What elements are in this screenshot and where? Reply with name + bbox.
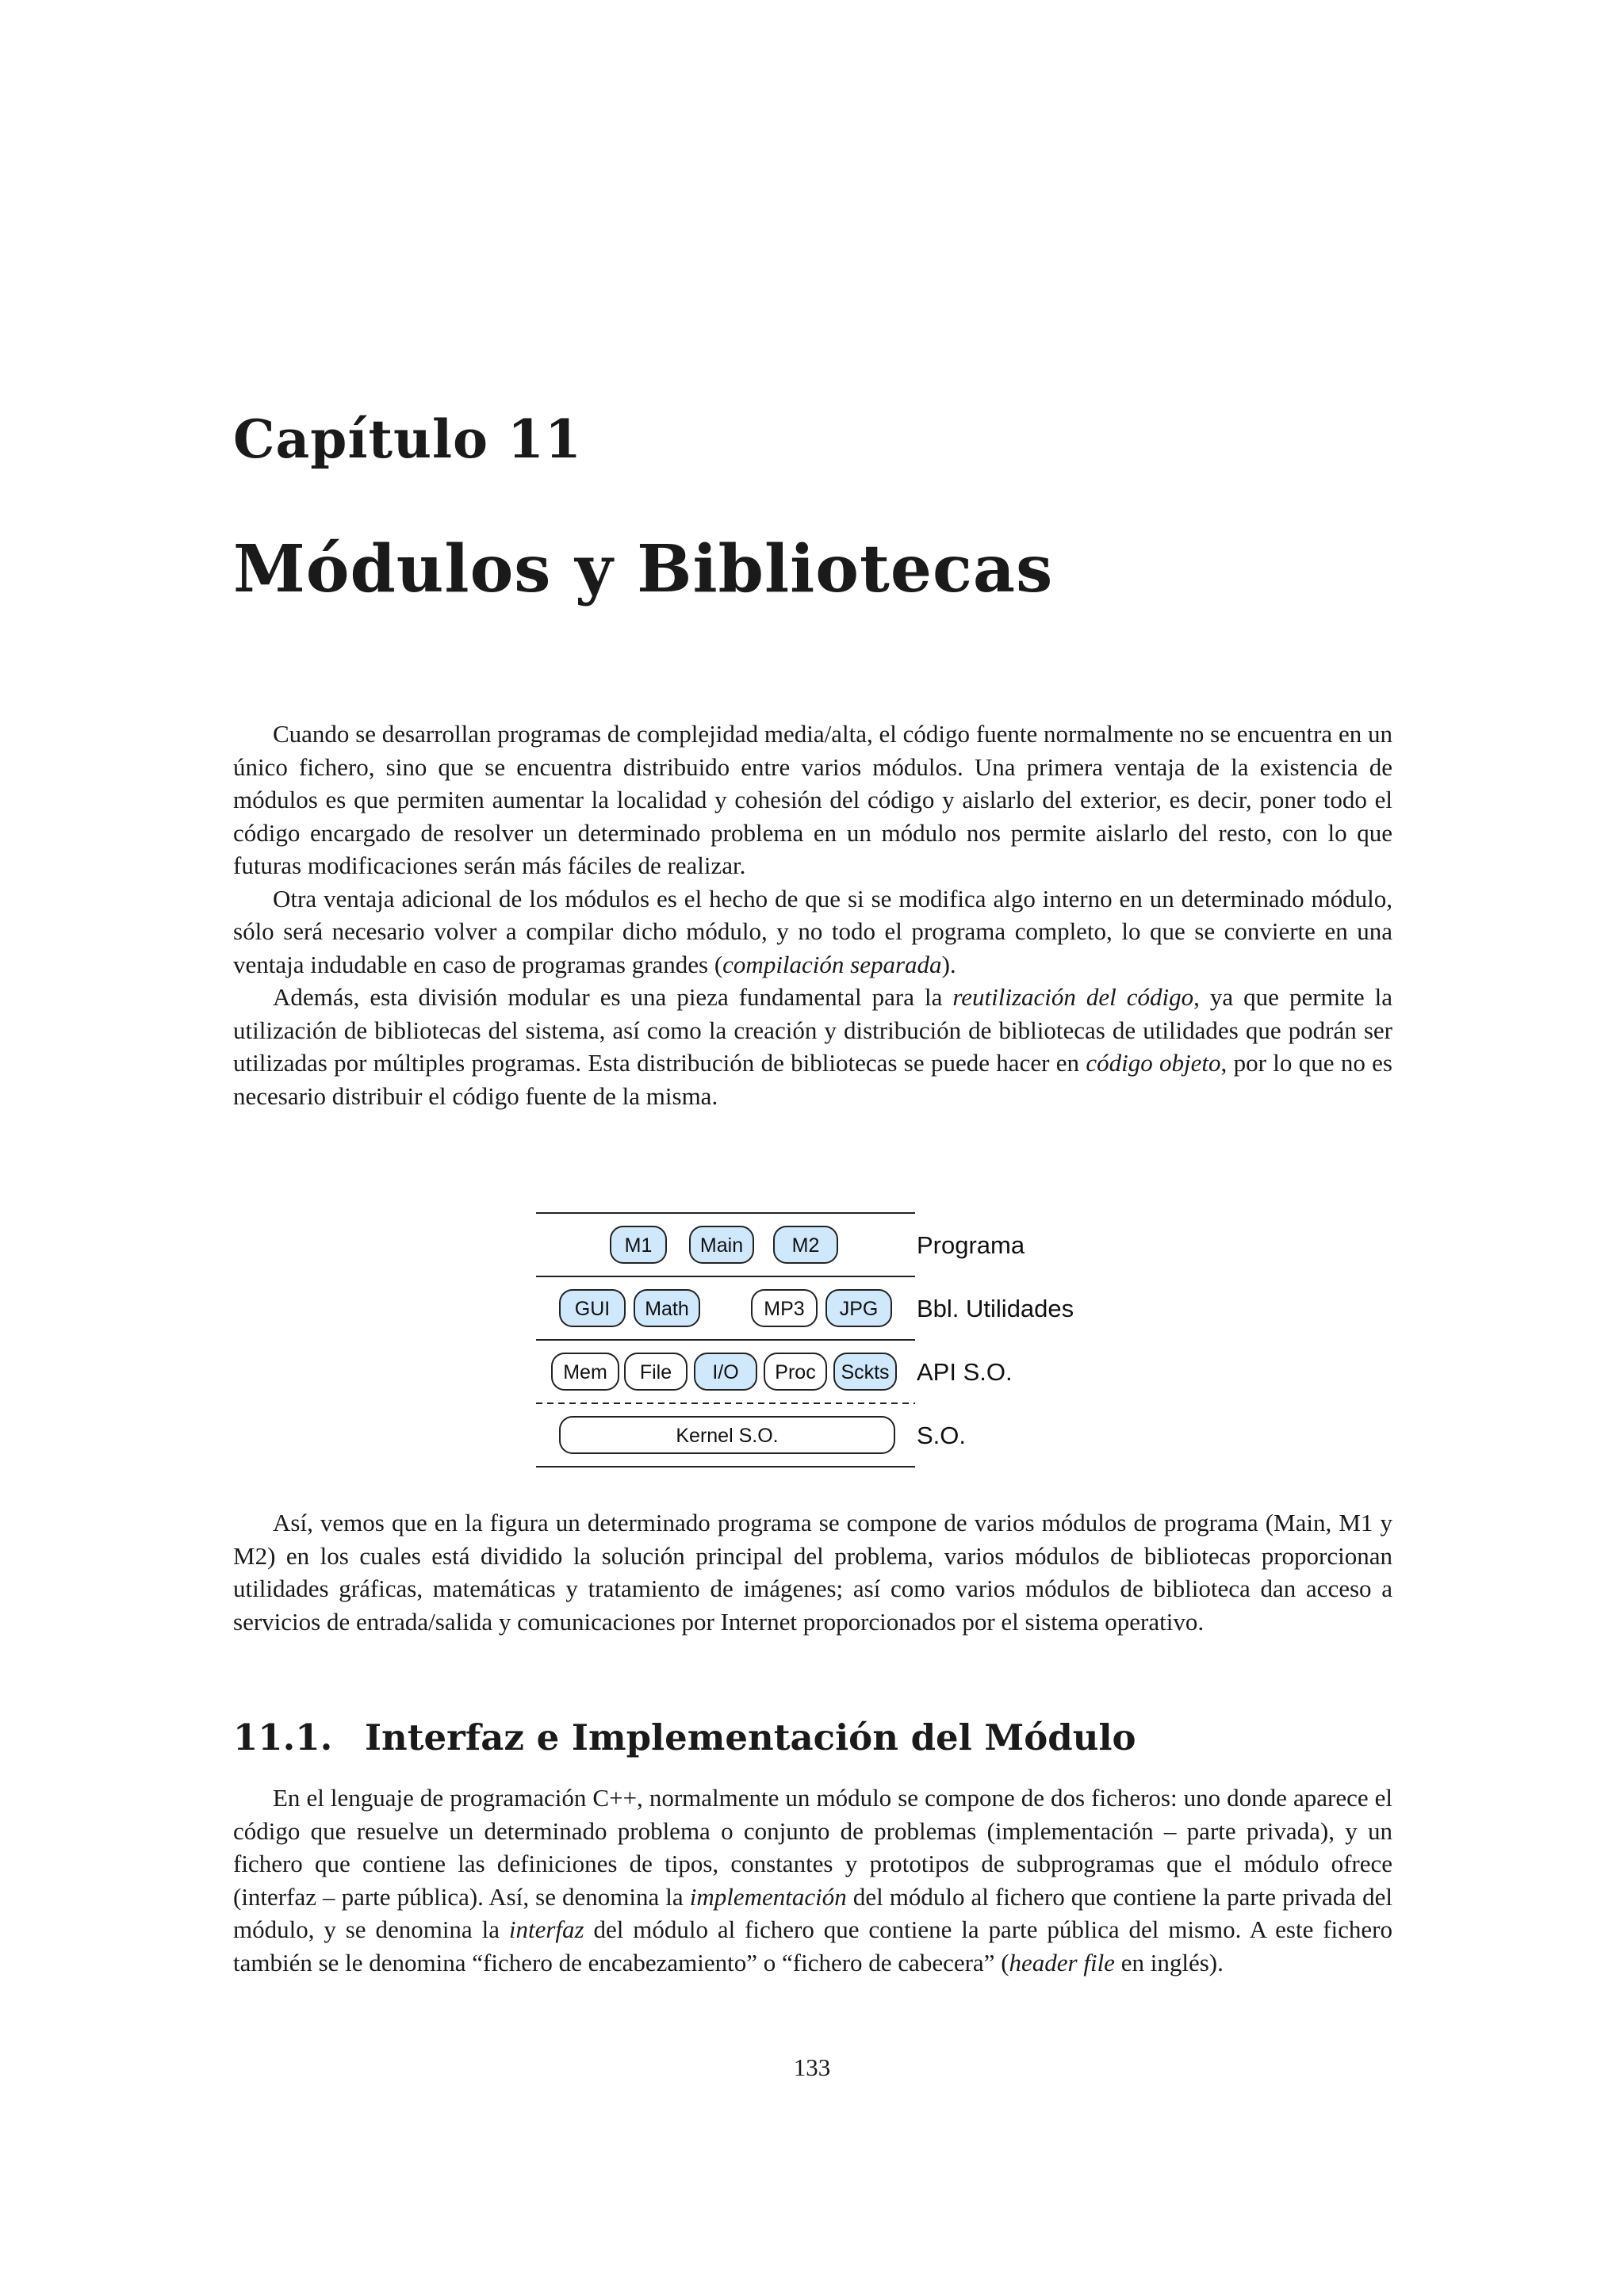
paragraph (233, 1506, 1392, 1638)
module-label: Proc (775, 1361, 816, 1383)
module-label: MP3 (764, 1298, 805, 1320)
module-label: File (639, 1361, 672, 1383)
module-layers-figure (531, 1205, 1102, 1475)
module-label: Kernel S.O. (676, 1425, 779, 1447)
module-label: GUI (574, 1298, 611, 1320)
figure-explanation-text (233, 1506, 1392, 1638)
emphasis-text: compilación separada (722, 950, 942, 978)
text-run: , ya que permite la utilización de bibliotecas del sistema, así como la creación y distribución de bibliotecas de utilidades que podrán ser utilizadas por múltiples programas. Esta distribución de bibliotecas se puede hacer en (233, 983, 1392, 1077)
emphasis-text: implementación (689, 1882, 847, 1911)
module-label: Math (645, 1298, 689, 1320)
paragraph (233, 1781, 1392, 1979)
module-label: Main (699, 1234, 744, 1257)
section-title: Interfaz e Implementación del Módulo (365, 1716, 1136, 1758)
module-label: M1 (624, 1234, 653, 1257)
text-run: Así, vemos que en la figura un determinado programa se compone de varios módulos de programa (Main, M1 y M2) en los cuales está dividido la solución principal del problema, varios módulos de bibliotecas proporcionan utilidades gráficas, matemáticas y tratamiento de imágenes; así como varios módulos de biblioteca dan acceso a servicios de entrada/salida y comunicaciones por Internet proporcionados por el sistema operativo. (233, 1509, 1392, 1636)
module-label: Mem (563, 1361, 607, 1383)
page-number: 133 (793, 2053, 831, 2081)
emphasis-text: código objeto (1086, 1049, 1221, 1077)
intro-text (233, 718, 1392, 1112)
module-label: I/O (712, 1361, 739, 1383)
module-label: JPG (839, 1298, 879, 1320)
layer-label: API S.O. (917, 1358, 1013, 1386)
chapter-title: Módulos y Bibliotecas (233, 531, 1054, 607)
section-heading (233, 1716, 1136, 1758)
text-run: del módulo al fichero que contiene la parte privada del módulo, y se denomina la (233, 1882, 1392, 1943)
emphasis-text: interfaz (508, 1915, 584, 1943)
text-run: , por lo que no es necesario distribuir el código fuente de la misma. (233, 1049, 1392, 1110)
text-run: Además, esta división modular es una pieza fundamental para la (273, 983, 953, 1011)
module-label: M2 (791, 1234, 820, 1257)
paragraph (233, 981, 1392, 1112)
emphasis-text: header file (1009, 1948, 1115, 1976)
text-run: del módulo al fichero que contiene la parte pública del mismo. A este fichero también se le denomina “fichero de encabezamiento” o “fichero de cabecera” ( (233, 1915, 1392, 1976)
section-number: 11.1. (233, 1716, 333, 1758)
paragraph (233, 882, 1392, 982)
text-run: Cuando se desarrollan programas de complejidad media/alta, el código fuente normalmente no se encuentra en un único fichero, sino que se encuentra distribuido entre varios módulos. Una primera ventaja de la existencia de módulos es que permiten aumentar la localidad y cohesión del código y aislarlo del exterior, es decir, poner todo el código encargado de resolver un determinado problema en un módulo nos permite aislarlo del resto, con lo que futuras modificaciones serán más fáciles de realizar. (233, 720, 1392, 879)
text-run: En el lenguaje de programación C++, normalmente un módulo se compone de dos ficheros: uno donde aparece el código que resuelve un determinado problema o conjunto de problemas (implementación – parte privada), y un fichero que contiene las definiciones de tipos, constantes y prototipos de subprogramas que el módulo ofrece (interfaz – parte pública). Así, se denomina la (233, 1784, 1392, 1911)
paragraph (233, 718, 1392, 882)
text-run: Otra ventaja adicional de los módulos es el hecho de que si se modifica algo interno en un determinado módulo, sólo será necesario volver a compilar dicho módulo, y no todo el programa completo, lo que se convierte en una ventaja indudable en caso de programas grandes ( (233, 884, 1392, 978)
layer-label: S.O. (917, 1422, 967, 1449)
layer-label: Programa (917, 1231, 1025, 1259)
section-text (233, 1781, 1392, 1979)
emphasis-text: reutilización del código (952, 983, 1194, 1011)
chapter-label: Capítulo 11 (233, 408, 582, 470)
module-label: Sckts (841, 1361, 890, 1383)
text-run: en inglés). (1114, 1948, 1224, 1976)
layer-label: Bbl. Utilidades (917, 1295, 1074, 1322)
text-run: ). (941, 950, 956, 978)
